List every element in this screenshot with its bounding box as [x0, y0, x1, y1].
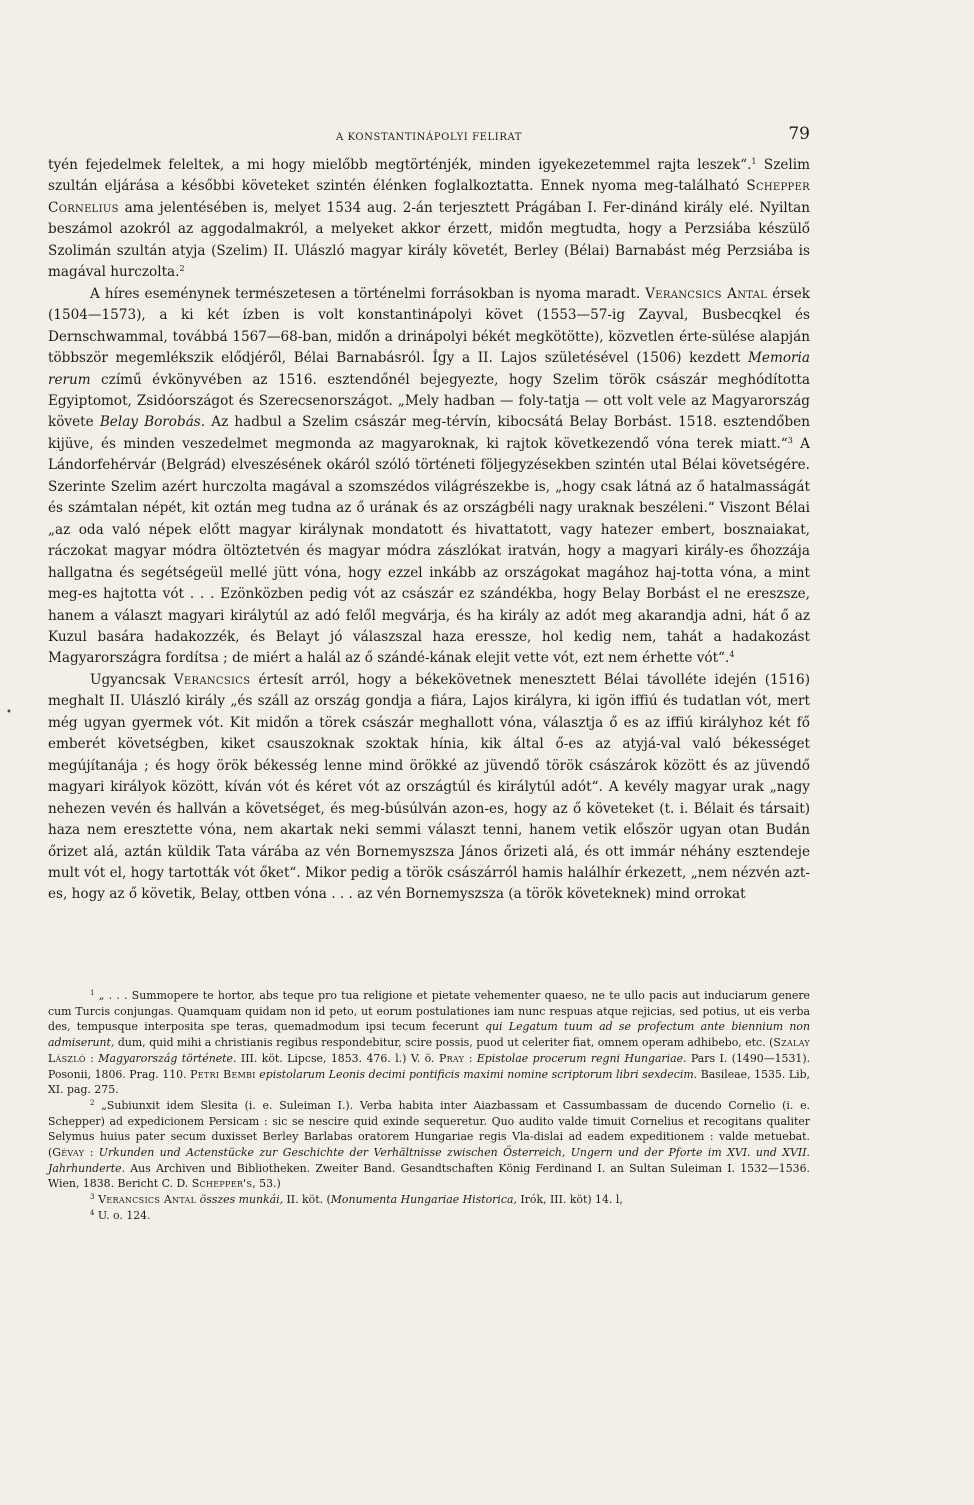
footnote-ref-1: 1	[751, 157, 757, 166]
name-pray: Pray	[438, 1051, 465, 1065]
text-run: Az hadbul a Szelim császár meg-térvín, kibocsátá Belay Borbást. 1518. esztendőben kijüve, és minden veszedelmet megmonda az magyaroknak, ki rajtok következendő vóna terek miatt.“	[48, 414, 810, 452]
text-run: értesít arról, hogy a békekövetnek menesztett Bélai távolléte idején (1516) meghalt II. Ulászló király „és száll az ország gondja a fiára, Lajos királyra, ki igön iffiú és tudatlan vót, mert még ugyan gyermek vót. Kit midőn a törek császár meghallott vóna, választja ő es az iffiú királyhoz két fő emberét követségben, kiket csauszoknak szoktak hínia, kik által ő-es az atyjá-val való békességet megújítanája ; és hogy örök békesség lenne mind örökké az jüvendő török császárok között és az jüvendő magyari királyok között, kíván vót és kéret vót az országtúl és királytúl adót“. A kevély magyar urak „nagy nehezen vevén és hallván a követséget, és meg-búsúlván azon-es, hogy az ő követeket (t. i. Bélait és társait) haza nem eresztette vóna, nem akartak neki semmi választ tenni, hanem vetik először ugyan otan Budán őrizet alá, aztán küldik Tata várába az vén Bornemyszsza János őrizeti alá, és ott immár néhány esztendeje mult vót el, hogy tartották vót őket“. Mikor pedig a török császárról hamis halálhír érkezett, „nem nézvén azt-es, hogy az ő követik, Belay, ottben vóna . . . az vén Bornemyszsza (a török követeknek) mind orrokat	[48, 671, 810, 903]
name-verancsics: Verancsics Antal	[645, 285, 768, 302]
paragraph-2	[48, 284, 810, 670]
name-verancsics: Verancsics Antal	[94, 1193, 197, 1207]
page-number: 79	[788, 124, 810, 144]
name-schepper: Schepper Cornelius	[48, 178, 810, 216]
footnote-ref-2: 2	[179, 264, 185, 274]
page-header	[48, 124, 810, 148]
footnote-mark: 3	[90, 1193, 95, 1202]
footnote-1	[48, 988, 810, 1098]
text-run: :	[464, 1051, 477, 1065]
paragraph-3	[48, 670, 810, 906]
italic-run: összes munkái,	[196, 1193, 284, 1207]
text-run: érsek (1504—1573), a ki két ízben is volt konstantinápolyi követ (1553—57-ig Zayval, Busbecqkel és Dernschwammal, továbbá 1567—68-ban, midőn a drinápolyi békét megkötötte), közvetlen érte-sülése alapján többször megemlékszik elődjéről, Bélai Barnabásról. Így a II. Lajos születésével (1506) kezdett	[48, 285, 810, 367]
text-run: czímű évkönyvében az 1516. esztendőnél bejegyezte, hogy Szelim török császár meghódította Egyiptomot, Zsidóországot és Szerecsenországot. „Mely hadban — foly-tatja — ott volt vele az Magyarország követe	[48, 371, 810, 431]
title-memoria-rerum: Memoria rerum	[48, 350, 810, 388]
main-text	[6, 155, 810, 906]
paragraph-1	[48, 155, 810, 284]
text-run: Basileae, 1535. Lib, XI. pag. 275.	[48, 1067, 811, 1097]
margin-dot: •	[6, 707, 12, 718]
text-run: U. o. 124.	[94, 1208, 151, 1222]
text-run: ama jelentésében is, melyet 1534 aug. 2-án terjesztett Prágában I. Fer-dinánd király elé. Nyiltan beszámol azokról az aggodalmakról, a melyeket akkor érzett, midőn megtudta, hogy a Perzsiába készülő Szolimán szultán atyja (Szelim) II. Ulászló magyar király követét, Berley (Bélai) Barnabást még Perzsiába is magával hurczolta.	[48, 199, 810, 281]
text-run: III. köt. Lipcse, 1853. 476. l.) V. ö.	[236, 1051, 439, 1065]
running-title: A KONSTANTINÁPOLYI FELIRAT	[335, 132, 523, 143]
text-run: dum, quid mihi a christianis regibus respondebitur, scire possis, puod ut celeriter fiat, omnem operam adhibebo, etc. (	[114, 1036, 774, 1050]
name-belay-borobas: Belay Borobás.	[99, 414, 206, 431]
text-run: II. köt. (	[283, 1193, 331, 1207]
text-run: , 53.)	[252, 1177, 281, 1191]
text-run: tyén fejedelmek feleltek, a mi hogy mielőbb megtörténjék, minden igyekezetemmel rajta leszek“.	[48, 157, 752, 173]
footnote-ref-3: 3	[787, 435, 793, 445]
text-run: :	[84, 1146, 99, 1160]
footnote-mark: 2	[90, 1098, 95, 1107]
name-szalay: Szalay László	[48, 1036, 810, 1065]
text-run: „Subiunxit idem Slesita (i. e. Suleiman I.). Verba habita inter Aiazbassam et Cassumbassam de ducendo Cornelio (i. e. Schepper) ad expedicionem Persicam : sic se nescire quid exinde sequeretur. Quo audito valde timuit Cornelius et recogitans qualiter Selymus huius pater secum duxisset Berley Barlabas oratorem Hungariae regis Vla-dislai ad eadem expeditionem : valde metuebat. (	[48, 1098, 810, 1160]
footnote-2	[48, 1098, 810, 1192]
text-run: Irók, III. köt) 14. l,	[516, 1193, 623, 1207]
footnote-ref-4: 4	[729, 650, 735, 660]
text-run: :	[85, 1051, 99, 1065]
footnote-mark: 1	[90, 989, 95, 997]
italic-run: qui Legatum tuum ad se profectum ante biennium non admiserunt,	[48, 1020, 810, 1050]
text-run: Pars I. (1490—1531). Posonii, 1806. Prag. 110.	[48, 1051, 811, 1081]
italic-run: epistolarum Leonis decimi pontificis maximi nomine scriptorum libri sexdecim.	[255, 1067, 698, 1081]
text-run: Ugyancsak	[90, 671, 174, 688]
italic-run: Epistolae procerum regni Hungariae.	[476, 1051, 687, 1065]
footnote-3	[48, 1192, 810, 1208]
text-run: Szelim szultán eljárása a későbbi követeket szintén élénken foglalkoztatta. Ennek nyoma meg-található	[48, 157, 810, 195]
footnote-mark: 4	[90, 1208, 95, 1217]
italic-run: Urkunden und Actenstücke zur Geschichte der Verhältnisse zwischen Österreich, Ungern und der Pforte im XVI. und XVII. Jahrhunderte.	[48, 1146, 810, 1175]
footnote-4	[48, 1208, 810, 1224]
name-gevay: Gévay	[52, 1146, 85, 1160]
name-schepper: Schepper's	[191, 1177, 253, 1191]
name-verancsics: Verancsics	[173, 671, 251, 688]
text-run: A Lándorfehérvár (Belgrád) elveszésének okáról szóló történeti följegyzésekben szintén utal Bélai követségére. Szerinte Szelim azért hurczolta magával a szomszédos világrészekbe is, „hogy csak látná az ő hatalmasságát és számtalan népét, kit oztán meg tudna az ő urának és az országbéli nagy uraknak beszéleni.“ Viszont Bélai „az oda való népek előtt magyar királynak mondatott és hivattatott, vagy hatezer embert, bosznaiakat, ráczokat magyar módra öltöztetvén és magyar módra zászlókat iratván, hogy a magyari király-es őhozzája hallgatna és segétségeül mellé jütt vóna, hogy ezzel inkább az országokat magához haj-totta vóna, a mint meg-es hajtotta vót . . . Ezönközben pedig vót az császár ez szándékba, hogy Belay Borbást el ne ereszsze, hanem a választ magyari királytúl az adó felől megvárja, és ha király az adót meg akarandja adni, hát ő az Kuzul basára hadakozzék, és Belayt jó válaszszal haza eressze, hol kedig nem, tahát a hadakozást Magyarországra fordítsa ; de miért a halál az ő szándé-kának elejit vette vót, ezt nem érhette vót“.	[48, 435, 810, 667]
italic-run: Magyarország története.	[98, 1051, 237, 1065]
name-bembi: Petri Bembi	[190, 1067, 256, 1081]
text-run: A híres eseménynek természetesen a történelmi forrásokban is nyoma maradt.	[90, 285, 646, 302]
text-run: Aus Archiven und Bibliotheken. Zweiter Band. Gesandtschaften König Ferdinand I. an Sultan Suleiman I. 1532—1536. Wien, 1838. Bericht C. D.	[48, 1161, 810, 1191]
italic-run: Monumenta Hungariae Historica,	[330, 1193, 517, 1207]
footnotes	[48, 988, 810, 1224]
text-run: „ . . . Summopere te hortor, abs teque pro tua religione et pietate vehementer quaeso, ne te ullo pacis aut induciarum genere cum Turcis conjungas. Quamquam quidam non id peto, ut eorum postulationes iam nunc respuas atque rejicias, sed potius, ut eis verba des, tempusque interposita spe teras, quemadmodum ipsi tecum fecerunt	[48, 989, 810, 1034]
